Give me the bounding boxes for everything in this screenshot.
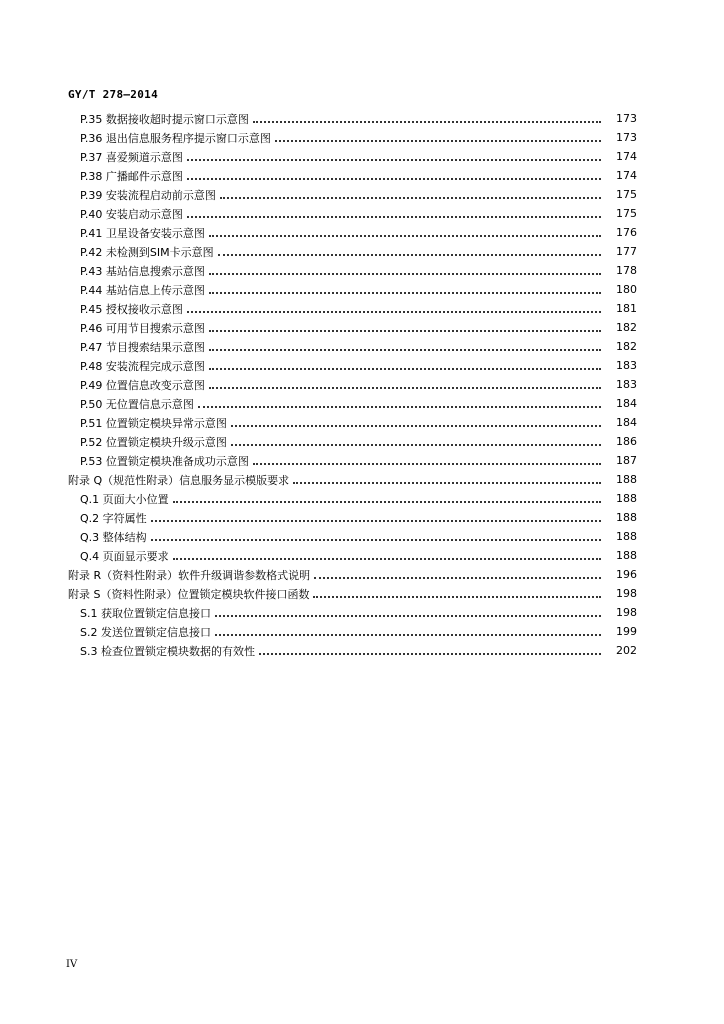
dot-leader xyxy=(187,177,601,180)
dot-leader xyxy=(209,329,601,332)
toc-entry[interactable] xyxy=(0,223,724,242)
toc-entry-label: Q.3 整体结构 xyxy=(80,530,147,544)
toc-entry-label: S.2 发送位置锁定信息接口 xyxy=(80,625,211,639)
toc-entry-label: P.41 卫星设备安装示意图 xyxy=(80,226,205,240)
toc-entry[interactable] xyxy=(0,451,724,470)
toc-entry[interactable] xyxy=(0,299,724,318)
dot-leader xyxy=(151,538,601,541)
toc-entry[interactable] xyxy=(0,622,724,641)
dot-leader xyxy=(218,253,601,256)
toc-entry-label: P.37 喜爱频道示意图 xyxy=(80,150,183,164)
toc-entry[interactable] xyxy=(0,546,724,565)
dot-leader xyxy=(209,367,601,370)
toc-entry-page: 173 xyxy=(616,112,637,125)
toc-entry-page: 175 xyxy=(616,207,637,220)
toc-entry[interactable] xyxy=(0,527,724,546)
toc-entry[interactable] xyxy=(0,432,724,451)
dot-leader xyxy=(253,462,601,465)
toc-entry-label: P.42 未检测到SIM卡示意图 xyxy=(80,245,214,259)
toc-entry-label: P.51 位置锁定模块异常示意图 xyxy=(80,416,227,430)
toc-entry-page: 182 xyxy=(616,340,637,353)
dot-leader xyxy=(198,405,601,408)
toc-entry-page: 188 xyxy=(616,511,637,524)
toc-entry[interactable] xyxy=(0,261,724,280)
toc-entry[interactable] xyxy=(0,413,724,432)
toc-entry-page: 186 xyxy=(616,435,637,448)
toc-entry-page: 183 xyxy=(616,359,637,372)
toc-entry-label: P.49 位置信息改变示意图 xyxy=(80,378,205,392)
toc-entry-page: 199 xyxy=(616,625,637,638)
toc-entry[interactable] xyxy=(0,489,724,508)
dot-leader xyxy=(209,272,601,275)
dot-leader xyxy=(209,291,601,294)
toc-entry[interactable] xyxy=(0,204,724,223)
toc-entry-label: P.39 安装流程启动前示意图 xyxy=(80,188,216,202)
toc-entry-label: S.1 获取位置锁定信息接口 xyxy=(80,606,211,620)
toc-entry[interactable] xyxy=(0,375,724,394)
toc-entry-page: 188 xyxy=(616,530,637,543)
toc-entry[interactable] xyxy=(0,470,724,489)
dot-leader xyxy=(173,500,601,503)
dot-leader xyxy=(314,576,601,579)
toc-entry-label: 附录 Q（规范性附录）信息服务显示模版要求 xyxy=(68,473,290,487)
dot-leader xyxy=(231,424,601,427)
dot-leader xyxy=(187,158,601,161)
toc-entry[interactable] xyxy=(0,508,724,527)
page-number: IV xyxy=(66,959,78,970)
toc-entry-page: 184 xyxy=(616,397,637,410)
toc-entry-label: P.44 基站信息上传示意图 xyxy=(80,283,205,297)
dot-leader xyxy=(253,120,601,123)
toc-entry-page: 188 xyxy=(616,492,637,505)
toc-entry-label: P.40 安装启动示意图 xyxy=(80,207,183,221)
toc-entry-label: 附录 R（资料性附录）软件升级调谐参数格式说明 xyxy=(68,568,311,582)
toc-entry[interactable] xyxy=(0,166,724,185)
toc-entry-label: S.3 检查位置锁定模块数据的有效性 xyxy=(80,644,255,658)
toc-entry[interactable] xyxy=(0,128,724,147)
toc-entry-label: P.48 安装流程完成示意图 xyxy=(80,359,205,373)
dot-leader xyxy=(259,652,601,655)
dot-leader xyxy=(275,139,601,142)
toc-entry-page: 198 xyxy=(616,587,637,600)
toc-entry-label: Q.2 字符属性 xyxy=(80,511,147,525)
toc-entry-page: 176 xyxy=(616,226,637,239)
dot-leader xyxy=(209,386,601,389)
toc-entry[interactable] xyxy=(0,641,724,660)
toc-entry-page: 178 xyxy=(616,264,637,277)
toc-entry[interactable] xyxy=(0,356,724,375)
toc-entry-label: P.46 可用节目搜索示意图 xyxy=(80,321,205,335)
dot-leader xyxy=(151,519,601,522)
toc-entry-label: 附录 S（资料性附录）位置锁定模块软件接口函数 xyxy=(68,587,310,601)
toc-entry-page: 175 xyxy=(616,188,637,201)
dot-leader xyxy=(187,215,601,218)
toc-entry-page: 174 xyxy=(616,169,637,182)
toc-entry[interactable] xyxy=(0,109,724,128)
dot-leader xyxy=(187,310,601,313)
toc-entry-label: P.36 退出信息服务程序提示窗口示意图 xyxy=(80,131,271,145)
toc-entry-page: 173 xyxy=(616,131,637,144)
toc-entry-page: 182 xyxy=(616,321,637,334)
dot-leader xyxy=(293,481,601,484)
toc-entry-label: P.50 无位置信息示意图 xyxy=(80,397,194,411)
toc-entry[interactable] xyxy=(0,394,724,413)
toc-entry-label: P.43 基站信息搜索示意图 xyxy=(80,264,205,278)
toc-entry-label: P.52 位置锁定模块升级示意图 xyxy=(80,435,227,449)
document-code: GY/T 278—2014 xyxy=(68,88,158,101)
toc-entry-label: P.53 位置锁定模块准备成功示意图 xyxy=(80,454,249,468)
toc-entry[interactable] xyxy=(0,603,724,622)
toc-entry-label: P.38 广播邮件示意图 xyxy=(80,169,183,183)
toc-entry-page: 183 xyxy=(616,378,637,391)
toc-entry-label: P.45 授权接收示意图 xyxy=(80,302,183,316)
table-of-contents xyxy=(0,109,724,660)
toc-entry-page: 184 xyxy=(616,416,637,429)
toc-entry-page: 188 xyxy=(616,549,637,562)
dot-leader xyxy=(173,557,601,560)
toc-entry[interactable] xyxy=(0,318,724,337)
toc-entry-page: 198 xyxy=(616,606,637,619)
dot-leader xyxy=(220,196,601,199)
dot-leader xyxy=(209,234,601,237)
dot-leader xyxy=(215,633,601,636)
toc-entry-label: P.35 数据接收超时提示窗口示意图 xyxy=(80,112,249,126)
toc-entry-label: P.47 节目搜索结果示意图 xyxy=(80,340,205,354)
toc-entry[interactable] xyxy=(0,280,724,299)
dot-leader xyxy=(215,614,601,617)
toc-entry[interactable] xyxy=(0,185,724,204)
toc-entry-page: 196 xyxy=(616,568,637,581)
toc-entry-page: 187 xyxy=(616,454,637,467)
toc-entry[interactable] xyxy=(0,337,724,356)
toc-entry-page: 180 xyxy=(616,283,637,296)
toc-entry-page: 202 xyxy=(616,644,637,657)
toc-entry-label: Q.1 页面大小位置 xyxy=(80,492,169,506)
dot-leader xyxy=(231,443,601,446)
toc-entry[interactable] xyxy=(0,565,724,584)
toc-entry-page: 177 xyxy=(616,245,637,258)
toc-entry[interactable] xyxy=(0,147,724,166)
dot-leader xyxy=(209,348,601,351)
toc-entry-page: 174 xyxy=(616,150,637,163)
toc-entry-label: Q.4 页面显示要求 xyxy=(80,549,169,563)
toc-entry[interactable] xyxy=(0,242,724,261)
toc-entry-page: 188 xyxy=(616,473,637,486)
dot-leader xyxy=(313,595,601,598)
toc-entry-page: 181 xyxy=(616,302,637,315)
toc-entry[interactable] xyxy=(0,584,724,603)
